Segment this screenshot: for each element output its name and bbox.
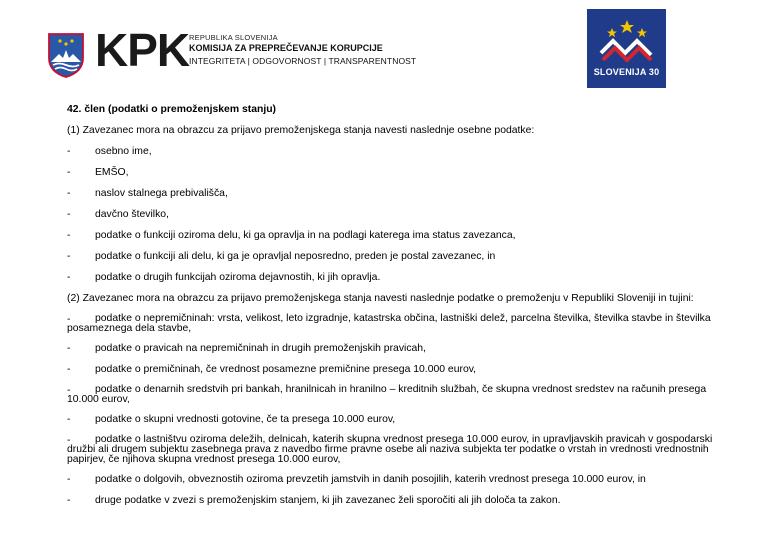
list-item-text: podatke o dolgovih, obveznostih oziroma prevzetih jamstvih in danih posojilih, katerih vrednost presega 10.000 eurov, in bbox=[95, 474, 646, 485]
bullet-dash: - bbox=[67, 209, 71, 220]
kpk-logo: KPK bbox=[95, 24, 190, 76]
list-item bbox=[67, 495, 737, 507]
paragraph-1: (1) Zavezanec mora na obrazcu za prijavo premoženjskega stanja navesti naslednje osebne podatke: bbox=[67, 125, 535, 136]
bullet-dash: - bbox=[67, 146, 71, 157]
list-item-text: naslov stalnega prebivališča, bbox=[95, 188, 228, 199]
paragraph-2: (2) Zavezanec mora na obrazcu za prijavo premoženjskega stanja navesti naslednje podatke o premoženju v Republiki Sloveniji in tujini: bbox=[67, 293, 694, 304]
bullet-dash: - bbox=[67, 385, 71, 396]
slovenija-30-badge bbox=[587, 9, 666, 88]
list-item bbox=[67, 188, 737, 200]
bullet-dash: - bbox=[67, 188, 71, 199]
coat-of-arms-icon bbox=[47, 32, 85, 78]
list-item bbox=[67, 474, 737, 486]
list-item bbox=[67, 167, 737, 179]
list-item-text: davčno številko, bbox=[95, 209, 169, 220]
bullet-dash: - bbox=[67, 230, 71, 241]
org-name-block bbox=[189, 33, 416, 67]
list-item bbox=[67, 414, 737, 426]
list-item-text: EMŠO, bbox=[95, 167, 129, 178]
bullet-dash: - bbox=[67, 435, 71, 446]
list-item-text: podatke o denarnih sredstvih pri bankah, hranilnicah in hranilno – kreditnih službah, če skupna vrednost sredstev na računih presega 10.000 eurov, bbox=[67, 384, 707, 405]
list-item-text: druge podatke v zvezi s premoženjskim stanjem, ki jih zavezanec želi sporočiti ali jih določa ta zakon. bbox=[95, 495, 561, 506]
org-line-3: INTEGRITETA | ODGOVORNOST | TRANSPARENTNOST bbox=[189, 56, 417, 66]
org-line-1: REPUBLIKA SLOVENIJA bbox=[189, 33, 278, 42]
list-item-text: podatke o pravicah na nepremičninah in drugih premoženjskih pravicah, bbox=[95, 343, 426, 354]
list-item-text: podatke o funkciji ali delu, ki ga je opravljal neposredno, preden je postal zavezanec, in bbox=[95, 251, 496, 262]
list-item bbox=[67, 251, 737, 263]
list-item-text: osebno ime, bbox=[95, 146, 152, 157]
bullet-dash: - bbox=[67, 343, 71, 354]
list-item bbox=[67, 272, 737, 284]
org-line-2: KOMISIJA ZA PREPREČEVANJE KORUPCIJE bbox=[189, 43, 383, 53]
list-item bbox=[67, 230, 737, 242]
list-item bbox=[67, 314, 737, 334]
list-item-text: podatke o drugih funkcijah oziroma dejavnostih, ki jih opravlja. bbox=[95, 272, 381, 283]
list-item bbox=[67, 343, 737, 355]
bullet-dash: - bbox=[67, 314, 71, 325]
bullet-dash: - bbox=[67, 414, 71, 425]
bullet-dash: - bbox=[67, 364, 71, 375]
list-item-text: podatke o nepremičninah: vrsta, velikost, leto izgradnje, katastrska občina, lastniški delež, parcelna številka, številka stavbe in številka posameznega dela stavbe, bbox=[67, 313, 711, 334]
article-body bbox=[67, 104, 737, 516]
list-item bbox=[67, 146, 737, 158]
list-item-text: podatke o funkciji oziroma delu, ki ga opravlja in na podlagi katerega ima status zavezanca, bbox=[95, 230, 516, 241]
list-item bbox=[67, 364, 737, 376]
bullet-dash: - bbox=[67, 167, 71, 178]
list-item bbox=[67, 435, 737, 465]
list-item-text: podatke o premičninah, če vrednost posamezne premičnine presega 10.000 eurov, bbox=[95, 364, 477, 375]
bullet-dash: - bbox=[67, 272, 71, 283]
list-item bbox=[67, 385, 737, 405]
article-heading: 42. člen (podatki o premoženjskem stanju) bbox=[67, 104, 277, 115]
bullet-dash: - bbox=[67, 251, 71, 262]
bullet-dash: - bbox=[67, 474, 71, 485]
list-item bbox=[67, 209, 737, 221]
list-item-text: podatke o skupni vrednosti gotovine, če ta presega 10.000 eurov, bbox=[95, 414, 396, 425]
list-item-text: podatke o lastništvu oziroma deležih, delnicah, katerih skupna vrednost presega 10.000 eurov, in upravljavskih pravicah v gospodarski družbi ali drugem subjektu zasebnega prava z navedbo firme pravne osebe ali naziva subjekta ter podatke o vrstah in vrednosti vrednostnih papirjev, če njihova skupna vrednost presega 10.000 eurov, bbox=[67, 434, 713, 465]
bullet-dash: - bbox=[67, 495, 71, 506]
badge-label: SLOVENIJA 30 bbox=[593, 67, 660, 77]
